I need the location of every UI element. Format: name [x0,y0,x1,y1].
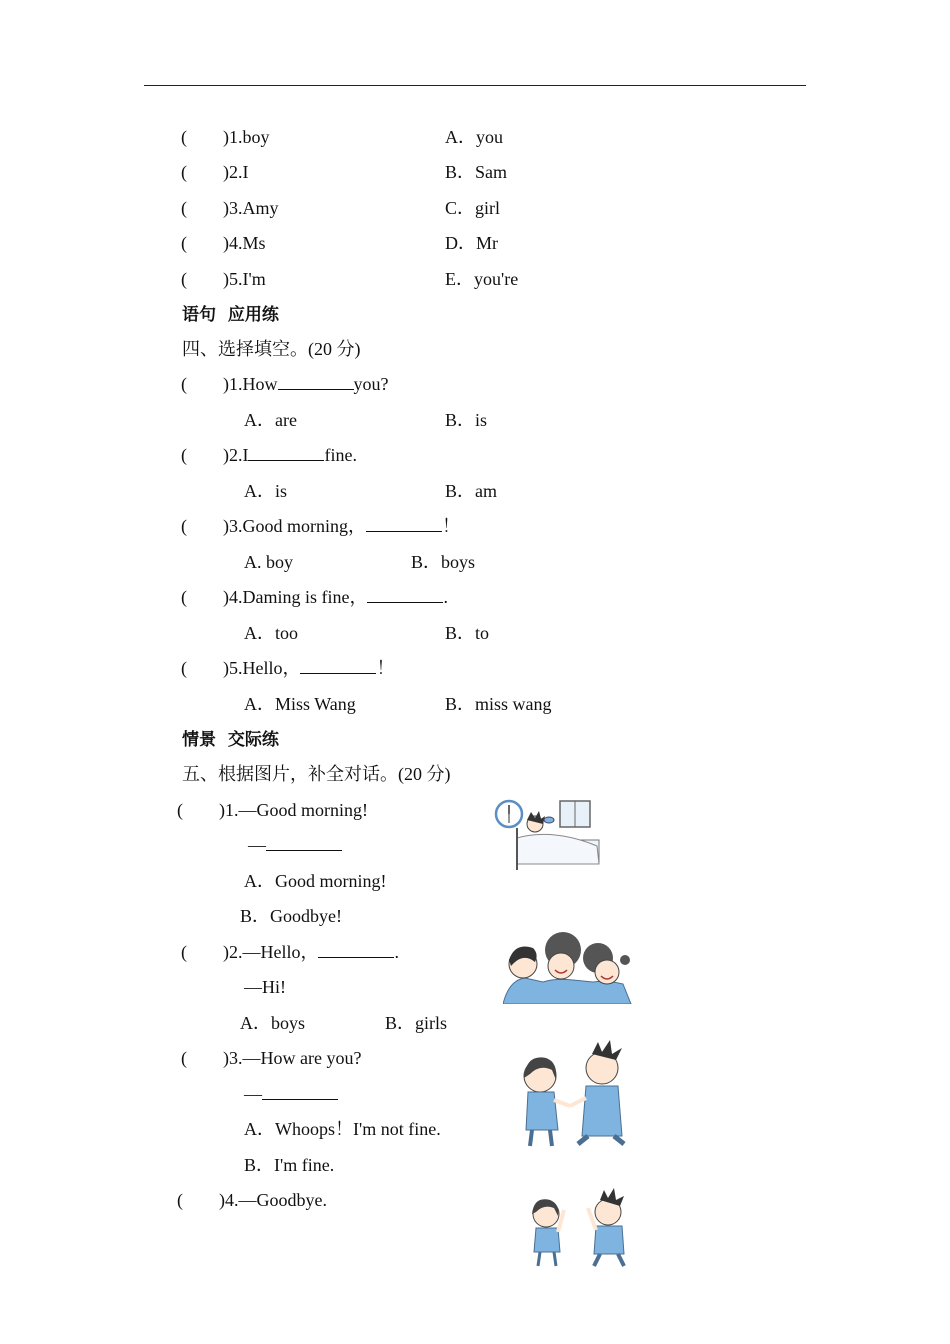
match-left-5: ( )5.I'm [181,269,266,289]
s5-q2-reply: —Hi! [244,977,286,997]
s4-q4-option-b: B．to [445,623,490,643]
s5-q2-option-a: A．boys [240,1013,306,1033]
s4-q5-option-a: A．Miss Wang [244,694,356,714]
heading-sentence-practice: 语句 应用练 [182,305,279,325]
s5-q3-reply: — [244,1083,338,1105]
heading-situation-practice: 情景 交际练 [182,730,279,750]
section5-title: 五、根据图片，补全对话。(20 分) [182,764,451,784]
s5-q1-option-b: B．Goodbye! [240,906,342,926]
s4-q1-option-b: B．is [445,410,488,430]
answer-blank[interactable] [262,1083,338,1100]
answer-blank[interactable] [367,586,443,603]
match-left-4: ( )4.Ms [181,233,266,253]
match-right-e: E．you're [445,269,519,289]
s4-q1-option-a: A．are [244,410,297,430]
s5-q3-option-a: A．Whoops！I'm not fine. [244,1119,441,1139]
s4-q5-option-b: B．miss wang [445,694,552,714]
answer-blank[interactable] [266,834,342,851]
match-left-1: ( )1.boy [181,127,270,147]
s5-q4: ( )4.—Goodbye. [177,1190,327,1210]
three-children-illustration [503,922,635,1004]
match-right-c: C．girl [445,198,501,218]
answer-blank[interactable] [248,444,324,461]
handshake-illustration [518,1040,634,1152]
header-rule [144,85,806,86]
answer-blank[interactable] [278,373,354,390]
s5-q3-option-b: B．I'm fine. [244,1155,335,1175]
s4-q3: ( )3.Good morning， ！ [181,516,460,536]
section4-title: 四、选择填空。(20 分) [182,339,361,359]
match-left-3: ( )3.Amy [181,198,279,218]
s4-q4-option-a: A．too [244,623,298,643]
s5-q1: ( )1.—Good morning! [177,800,368,820]
match-left-2: ( )2.I [181,162,249,182]
s5-q2-option-b: B．girls [385,1013,448,1033]
s4-q3-option-a: A. boy [244,552,293,572]
s4-q4: ( )4.Daming is fine， . [181,587,448,607]
s5-q2: ( )2.—Hello， . [181,942,399,962]
s4-q2: ( )2.I fine. [181,445,357,465]
s4-q2-option-b: B．am [445,481,497,501]
match-right-a: A．you [445,127,503,147]
s4-q1: ( )1.How you? [181,374,389,394]
s4-q3-option-b: B．boys [411,552,476,572]
goodbye-illustration [524,1188,636,1272]
s5-q1-option-a: A．Good morning! [244,871,387,891]
waking-up-illustration [493,798,603,872]
s4-q5: ( )5.Hello， ！ [181,658,395,678]
answer-blank[interactable] [300,657,376,674]
answer-blank[interactable] [318,941,394,958]
s5-q3: ( )3.—How are you? [181,1048,362,1068]
s4-q2-option-a: A．is [244,481,288,501]
match-right-b: B．Sam [445,162,508,182]
match-right-d: D．Mr [445,233,498,253]
s5-q1-reply: — [248,834,342,856]
answer-blank[interactable] [366,515,442,532]
